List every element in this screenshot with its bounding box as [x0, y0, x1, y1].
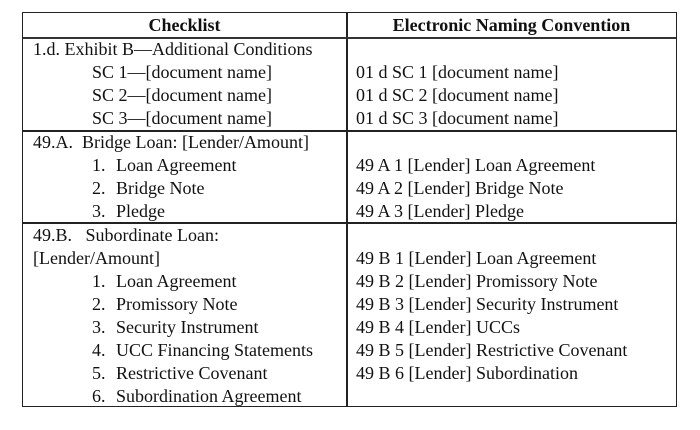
- item-number: 5.: [92, 363, 106, 383]
- item-number: 3.: [92, 317, 106, 337]
- checklist-item: SC 2—[document name]: [92, 85, 272, 105]
- checklist-item: [92, 316, 258, 339]
- naming-item: 49 A 1 [Lender] Loan Agreement: [356, 155, 596, 175]
- section-heading: 49.B. Subordinate Loan:: [33, 225, 219, 245]
- column-header-checklist: Checklist: [148, 15, 221, 35]
- section-heading: 49.A. Bridge Loan: [Lender/Amount]: [33, 132, 309, 152]
- item-number: 4.: [92, 340, 106, 360]
- checklist-item: [92, 177, 204, 200]
- column-header-naming: Electronic Naming Convention: [392, 15, 631, 35]
- naming-item: 01 d SC 1 [document name]: [356, 62, 559, 82]
- item-label: Loan Agreement: [116, 271, 237, 291]
- naming-item: 49 B 1 [Lender] Loan Agreement: [356, 248, 597, 268]
- item-label: Promissory Note: [116, 294, 238, 314]
- item-number: 2.: [92, 178, 106, 198]
- checklist-item: [92, 385, 301, 408]
- naming-item: 01 d SC 2 [document name]: [356, 85, 559, 105]
- section-heading: 1.d. Exhibit B—Additional Conditions: [33, 39, 313, 59]
- checklist-item: [92, 339, 313, 362]
- checklist-item: [92, 293, 238, 316]
- item-number: 3.: [92, 201, 106, 221]
- item-number: 2.: [92, 294, 106, 314]
- section-heading-continued: [Lender/Amount]: [33, 248, 160, 268]
- item-number: 1.: [92, 155, 106, 175]
- item-label: Pledge: [116, 201, 165, 221]
- item-number: 6.: [92, 386, 106, 406]
- item-label: Restrictive Covenant: [116, 363, 268, 383]
- checklist-item: SC 1—[document name]: [92, 62, 272, 82]
- item-label: UCC Financing Statements: [116, 340, 313, 360]
- checklist-item: SC 3—[document name]: [92, 108, 272, 128]
- item-label: Security Instrument: [116, 317, 259, 337]
- naming-item: 49 A 3 [Lender] Pledge: [356, 201, 524, 221]
- naming-item: 49 B 3 [Lender] Security Instrument: [356, 294, 619, 314]
- checklist-item: [92, 362, 267, 385]
- checklist-item: [92, 270, 236, 293]
- naming-item: 49 B 2 [Lender] Promissory Note: [356, 271, 598, 291]
- item-label: Bridge Note: [116, 178, 205, 198]
- checklist-item: [92, 154, 236, 177]
- naming-item: 49 B 5 [Lender] Restrictive Covenant: [356, 340, 628, 360]
- naming-item: 49 B 4 [Lender] UCCs: [356, 317, 520, 337]
- naming-item: 49 A 2 [Lender] Bridge Note: [356, 178, 564, 198]
- naming-item: 49 B 6 [Lender] Subordination: [356, 363, 578, 383]
- checklist-item: [92, 200, 165, 223]
- naming-item: 01 d SC 3 [document name]: [356, 108, 559, 128]
- item-label: Subordination Agreement: [116, 386, 302, 406]
- item-label: Loan Agreement: [116, 155, 237, 175]
- item-number: 1.: [92, 271, 106, 291]
- checklist-table: [22, 12, 677, 407]
- column-divider: [346, 13, 348, 406]
